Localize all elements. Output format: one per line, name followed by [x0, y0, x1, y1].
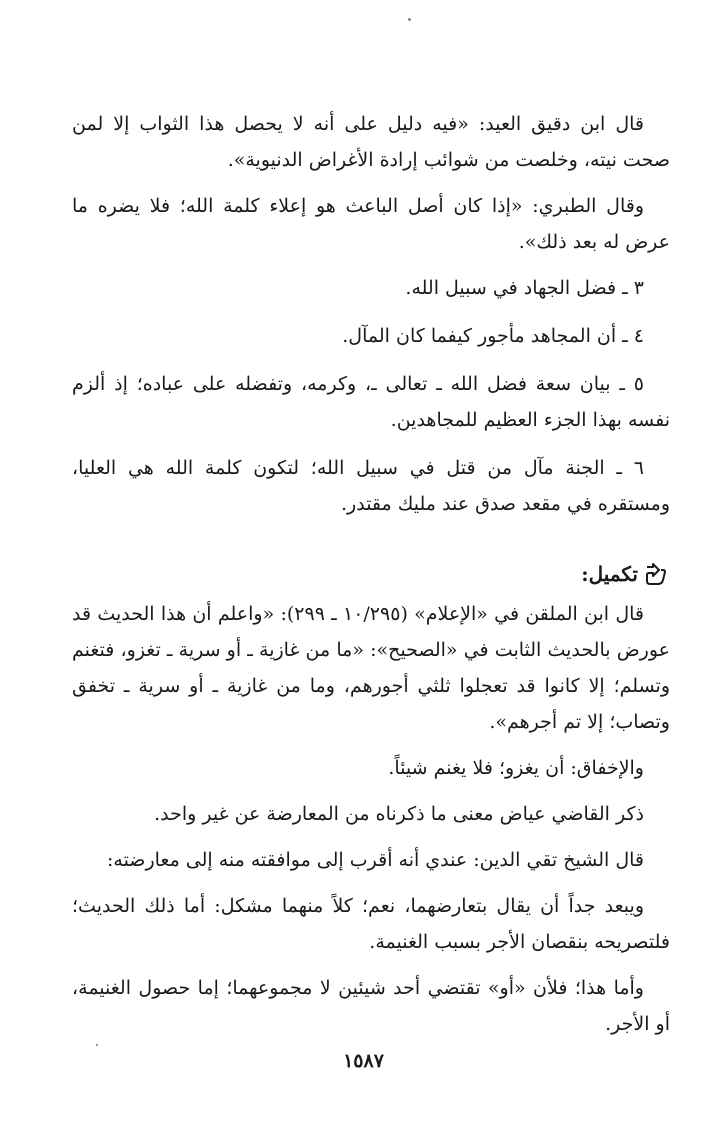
paragraph-ibn-mulaqqin: قال ابن الملقن في «الإعلام» (١٠/٢٩٥ ـ ٢٩٩): «واعلم أن هذا الحديث قد عورض بالحديث الثابت في «الصحيح»: «ما من غازية ـ أو سرية ـ تغزو، فتغنم وتسلم؛ إلا كانوا قد تعجلوا ثلثي أجورهم، وما من غازية ـ أو سرية ـ تخفق وتصاب؛ إلا تم أجرهم».	[72, 603, 670, 733]
section-title: تكميل:	[581, 562, 638, 586]
paragraph-tabari: وقال الطبري: «إذا كان أصل الباعث هو إعلاء كلمة الله؛ فلا يضره ما عرض له بعد ذلك».	[72, 195, 670, 253]
paragraph-ikhfaq: والإخفاق: أن يغزو؛ فلا يغنم شيئاً.	[388, 757, 644, 779]
page-body	[72, 106, 670, 1052]
paragraph-qadi-iyad: ذكر القاضي عياض معنى ما ذكرناه من المعارضة عن غير واحد.	[154, 803, 644, 825]
list-item-3: ٣ ـ فضل الجهاد في سبيل الله.	[405, 277, 644, 299]
paragraph-taarud: ويبعد جداً أن يقال بتعارضهما، نعم؛ كلاً منهما مشكل: أما ذلك الحديث؛ فلتصريحه بنقصان الأجر بسبب الغنيمة.	[72, 895, 670, 953]
page-dot-mark	[408, 18, 411, 21]
section-heading	[72, 556, 670, 592]
list-item-5: ٥ ـ بيان سعة فضل الله ـ تعالى ـ، وكرمه، وتفضله على عباده؛ إذ ألزم نفسه بهذا الجزء العظيم للمجاهدين.	[72, 373, 670, 431]
page-number: ١٥٨٧	[343, 1050, 384, 1072]
margin-mark	[96, 1044, 98, 1046]
hand-pointer-icon	[644, 561, 670, 587]
paragraph-taqi-aldin: قال الشيخ تقي الدين: عندي أنه أقرب إلى موافقته منه إلى معارضته:	[106, 849, 644, 871]
list-item-6: ٦ ـ الجنة مآل من قتل في سبيل الله؛ لتكون كلمة الله هي العليا، ومستقره في مقعد صدق عند مليك مقتدر.	[72, 457, 670, 515]
paragraph-ibn-daqiq: قال ابن دقيق العيد: «فيه دليل على أنه لا يحصل هذا الثواب إلا لمن صحت نيته، وخلصت من شوائب إرادة الأغراض الدنيوية».	[72, 113, 670, 171]
list-item-4: ٤ ـ أن المجاهد مأجور كيفما كان المآل.	[342, 325, 644, 347]
paragraph-aw: وأما هذا؛ فلأن «أو» تقتضي أحد شيئين لا مجموعهما؛ إما حصول الغنيمة، أو الأجر.	[72, 977, 670, 1035]
